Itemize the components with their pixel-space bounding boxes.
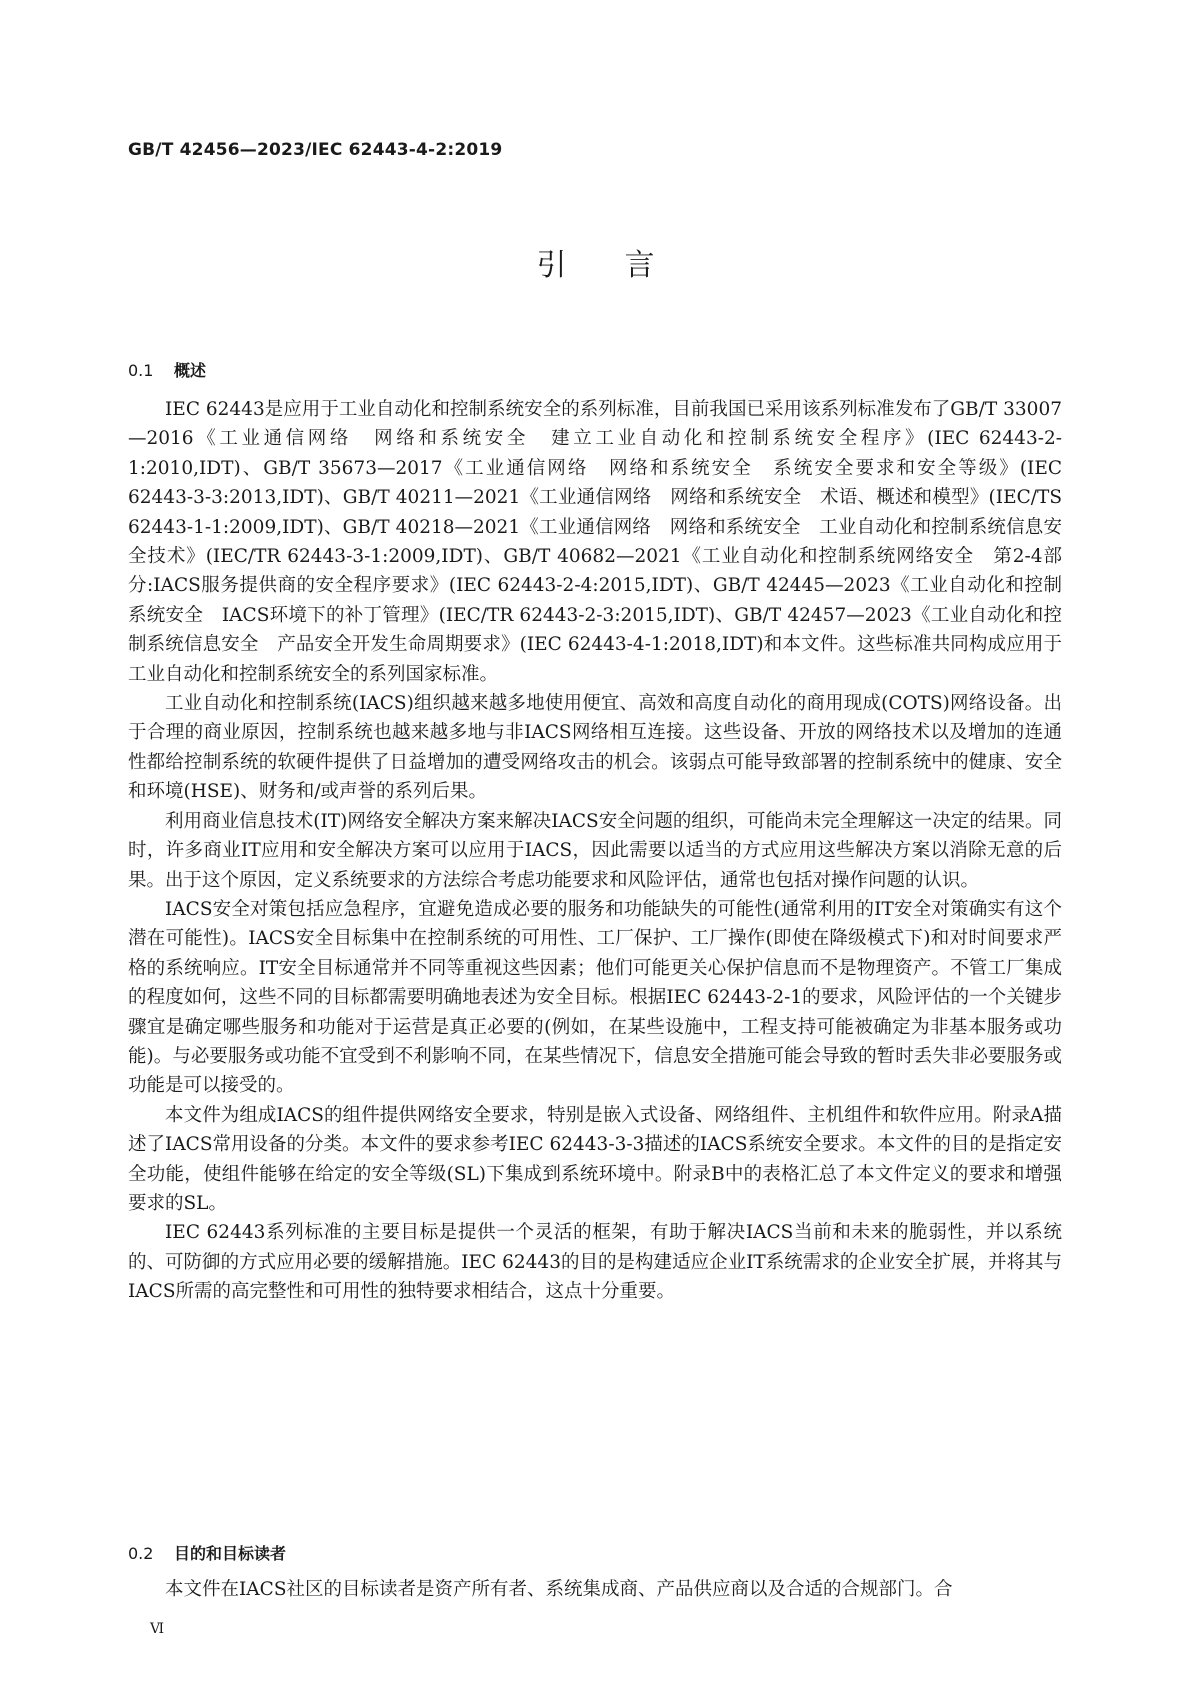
paragraph: 工业自动化和控制系统(IACS)组织越来越多地使用便宜、高效和高度自动化的商用现成(COTS)网络设备。出于合理的商业原因，控制系统也越来越多地与非IACS网络相互连接。这些设备、开放的网络技术以及增加的连通性都给控制系统的软硬件提供了日益增加的遭受网络攻击的机会。该弱点可能导致部署的控制系统中的健康、安全和环境(HSE)、财务和/或声誉的系列后果。 (128, 693, 1062, 803)
paragraph: IEC 62443系列标准的主要目标是提供一个灵活的框架，有助于解决IACS当前和未来的脆弱性，并以系统的、可防御的方式应用必要的缓解措施。IEC 62443的目的是构建适应企业IT系统需求的企业安全扩展，并将其与IACS所需的高完整性和可用性的独特要求相结合，这点十分重要。 (128, 1222, 1062, 1303)
section-number: 0.1 (128, 361, 154, 380)
paragraph: 利用商业信息技术(IT)网络安全解决方案来解决IACS安全问题的组织，可能尚未完全理解这一决定的结果。同时，许多商业IT应用和安全解决方案可以应用于IACS，因此需要以适当的方式应用这些解决方案以消除无意的后果。出于这个原因，定义系统要求的方法综合考虑功能要求和风险评估，通常也包括对操作问题的认识。 (128, 810, 1062, 891)
paragraph: 本文件为组成IACS的组件提供网络安全要求，特别是嵌入式设备、网络组件、主机组件和软件应用。附录A描述了IACS常用设备的分类。本文件的要求参考IEC 62443-3-3描述的IACS系统安全要求。本文件的目的是指定安全功能，使组件能够在给定的安全等级(SL)下集成到系统环境中。附录B中的表格汇总了本文件定义的要求和增强要求的SL。 (128, 1104, 1062, 1214)
page-title: 引言 (536, 248, 713, 283)
page-number: Ⅵ (150, 1621, 165, 1637)
paragraph: 本文件在IACS社区的目标读者是资产所有者、系统集成商、产品供应商以及合适的合规部门。合 (165, 1579, 953, 1600)
paragraph: IEC 62443是应用于工业自动化和控制系统安全的系列标准，目前我国已采用该系列标准发布了GB/T 33007—2016《工业通信网络 网络和系统安全 建立工业自动化和控制系统安全程序》(IEC 62443-2-1:2010,IDT)、GB/T 35673—2017《工业通信网络 网络和系统安全 系统安全要求和安全等级》(IEC 62443-3-3:2013,IDT)、GB/T 40211—2021《工业通信网络 网络和系统安全 术语、概述和模型》(IEC/TS 62443-1-1:2009,IDT)、GB/T 40218—2021《工业通信网络 网络和系统安全 工业自动化和控制系统信息安全技术》(IEC/TR 62443-3-1:2009,IDT)、GB/T 40682—2021《工业自动化和控制系统网络安全 第2-4部分:IACS服务提供商的安全程序要求》(IEC 62443-2-4:2015,IDT)、GB/T 42445—2023《工业自动化和控制系统安全 IACS环境下的补丁管理》(IEC/TR 62443-2-3:2015,IDT)、GB/T 42457—2023《工业自动化和控制系统信息安全 产品安全开发生命周期要求》(IEC 62443-4-1:2018,IDT)和本文件。这些标准共同构成应用于工业自动化和控制系统安全的系列国家标准。 (128, 399, 1062, 685)
section-body-overview (128, 395, 1062, 1307)
section-heading-purpose (128, 1541, 286, 1564)
section-title-text: 概述 (174, 361, 207, 380)
section-body-purpose (128, 1575, 1062, 1604)
section-title-text: 目的和目标读者 (174, 1544, 287, 1563)
section-heading-overview (128, 358, 206, 381)
paragraph: IACS安全对策包括应急程序，宜避免造成必要的服务和功能缺失的可能性(通常利用的IT安全对策确实有这个潜在可能性)。IACS安全目标集中在控制系统的可用性、工厂保护、工厂操作(即使在降级模式下)和对时间要求严格的系统响应。IT安全目标通常并不同等重视这些因素；他们可能更关心保护信息而不是物理资产。不管工厂集成的程度如何，这些不同的目标都需要明确地表述为安全目标。根据IEC 62443-2-1的要求，风险评估的一个关键步骤宜是确定哪些服务和功能对于运营是真正必要的(例如，在某些设施中，工程支持可能被确定为非基本服务或功能)。与必要服务或功能不宜受到不利影响不同，在某些情况下，信息安全措施可能会导致的暂时丢失非必要服务或功能是可以接受的。 (128, 898, 1062, 1097)
standard-number-header: GB/T 42456—2023/IEC 62443-4-2:2019 (128, 140, 503, 160)
section-number: 0.2 (128, 1544, 154, 1563)
